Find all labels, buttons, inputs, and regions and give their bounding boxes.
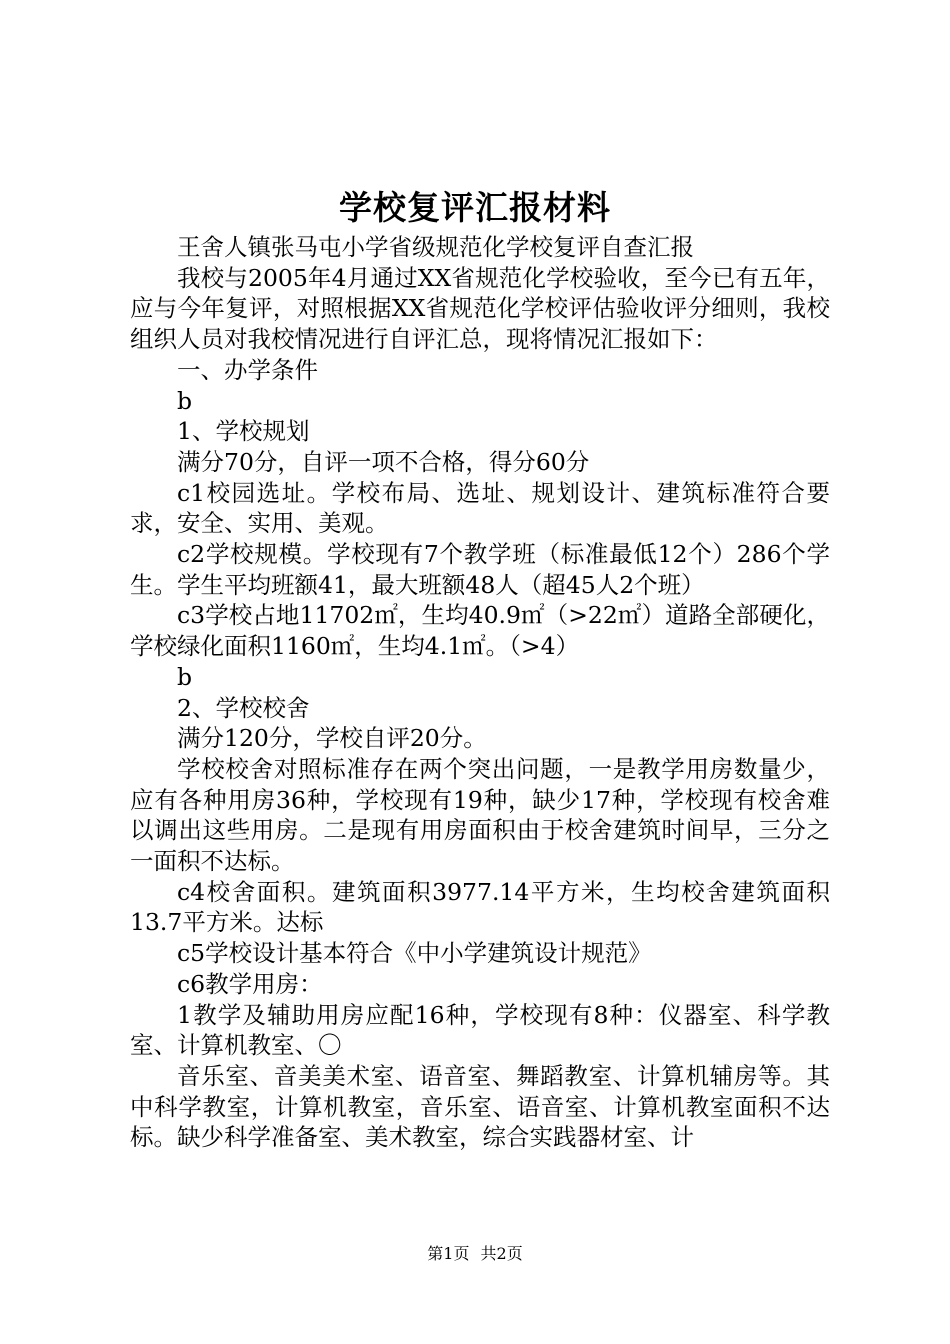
paragraph: b bbox=[177, 386, 193, 415]
paragraph: 王舍人镇张马屯小学省级规范化学校复评自查汇报 bbox=[177, 233, 694, 261]
section-heading: 一、办学条件 bbox=[177, 355, 318, 384]
paragraph: c4校舍面积。建筑面积3977.14平方米，生均校舍建筑面积13.7平方米。达标 bbox=[130, 877, 830, 937]
page-number: 第1页 bbox=[427, 1244, 470, 1263]
paragraph: 满分70分，自评一项不合格，得分60分 bbox=[177, 447, 590, 476]
page-total: 共2页 bbox=[480, 1244, 523, 1263]
paragraph: 音乐室、音美美术室、语音室、舞蹈教室、计算机辅房等。其中科学教室，计算机教室，音乐室、语音室、计算机教室面积不达标。缺少科学准备室、美术教室，综合实践器材室、计 bbox=[130, 1061, 830, 1152]
paragraph: b bbox=[177, 662, 193, 691]
paragraph: c5学校设计基本符合《中小学建筑设计规范》 bbox=[177, 939, 652, 968]
paragraph: c1校园选址。学校布局、选址、规划设计、建筑标准符合要求，安全、实用、美观。 bbox=[130, 478, 830, 538]
paragraph: c2学校规模。学校现有7个教学班（标准最低12个）286个学生。学生平均班额41，最大班额48人（超45人2个班） bbox=[130, 540, 830, 599]
paragraph: c3学校占地11702㎡，生均40.9㎡（>22㎡）道路全部硬化，学校绿化面积1160㎡，生均4.1㎡。（>4） bbox=[130, 601, 830, 661]
paragraph: c6教学用房： bbox=[177, 969, 323, 998]
subsection-heading: 1、学校规划 bbox=[177, 417, 310, 446]
paragraph: 我校与2005年4月通过XX省规范化学校验收，至今已有五年，应与今年复评，对照根据XX省规范化学校评估验收评分细则，我校组织人员对我校情况进行自评汇总，现将情况汇报如下： bbox=[130, 263, 830, 354]
document-body bbox=[130, 232, 830, 1153]
subsection-heading: 2、学校校舍 bbox=[177, 693, 310, 722]
paragraph: 1教学及辅助用房应配16种，学校现有8种：仪器室、科学教室、计算机教室、〇 bbox=[130, 1000, 830, 1060]
page-footer bbox=[0, 1242, 950, 1266]
document-title: 学校复评汇报材料 bbox=[339, 188, 611, 227]
paragraph: 满分120分，学校自评20分。 bbox=[177, 724, 487, 753]
paragraph: 学校校舍对照标准存在两个突出问题，一是教学用房数量少，应有各种用房36种，学校现有19种，缺少17种，学校现有校舍难以调出这些用房。二是现有用房面积由于校舍建筑时间早，三分之一面积不达标。 bbox=[130, 754, 830, 876]
